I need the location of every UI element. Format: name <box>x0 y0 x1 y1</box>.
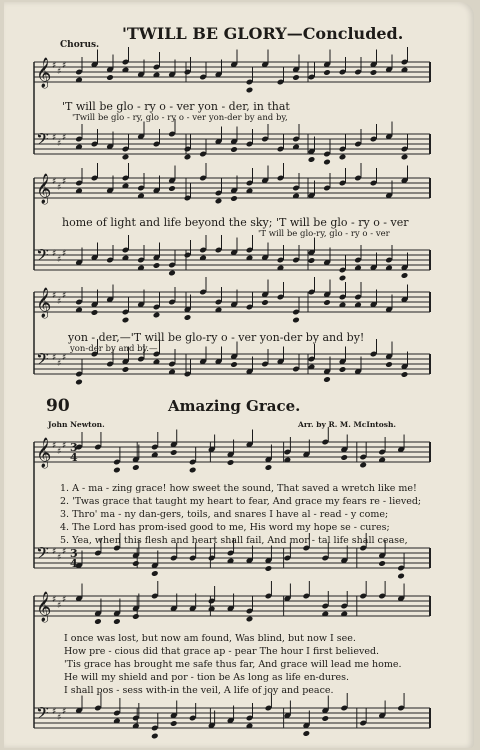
sharp-icon: ♯ <box>62 249 67 259</box>
treble-clef-icon: 𝄞 <box>36 438 52 468</box>
note-head <box>378 560 386 567</box>
note-head <box>292 317 300 324</box>
sharp-icon: ♯ <box>57 359 62 369</box>
verse-line: I shall pos - sess with-in the veil, A life of joy and peace. <box>64 685 334 696</box>
system2-lyric-bottom: 'T will be glo-ry, glo - ry o - ver <box>258 229 390 239</box>
sharp-icon: ♯ <box>52 441 57 451</box>
note-head <box>151 570 159 577</box>
sharp-icon: ♯ <box>62 133 67 143</box>
note-head <box>401 272 409 279</box>
staff-lines <box>34 62 430 728</box>
note-head <box>230 195 238 202</box>
note-head <box>122 366 130 373</box>
note-head <box>132 560 140 567</box>
note-head <box>261 299 269 306</box>
note-head <box>153 262 161 269</box>
author-credit: John Newton. <box>48 420 105 429</box>
note-head <box>75 379 83 386</box>
note-head <box>168 185 176 192</box>
note-head <box>321 715 329 722</box>
verse-line: 5. Yea, when this flesh and heart shall fail, And mor - tal life shall cease, <box>60 535 408 546</box>
verse-line: 2. 'Twas grace that taught my heart to fear, And grace my fears re - lieved; <box>60 496 422 507</box>
note-head <box>265 464 273 471</box>
sharp-icon: ♯ <box>57 67 62 77</box>
sharp-icon: ♯ <box>62 441 67 451</box>
note-head <box>401 371 409 378</box>
note-head <box>227 459 235 466</box>
verse-line: He will my shield and por - tion be As long as life en-dures. <box>64 672 350 683</box>
note-head <box>184 314 192 321</box>
sharp-icon: ♯ <box>57 713 62 723</box>
note-head <box>323 376 331 383</box>
verse-line: I once was lost, but now am found, Was blind, but now I see. <box>64 633 356 644</box>
sharp-icon: ♯ <box>62 547 67 557</box>
note-head <box>91 309 99 316</box>
note-head <box>303 730 311 737</box>
note-head <box>323 159 331 166</box>
note-head <box>401 154 409 161</box>
note-head <box>153 312 161 319</box>
time-signature-digit: 3 <box>70 547 78 560</box>
sharp-icon: ♯ <box>57 553 62 563</box>
note-head <box>168 270 176 277</box>
page-title: 'TWILL BE GLORY—Concluded. <box>122 24 404 43</box>
note-head <box>359 462 367 469</box>
arranger-credit: Arr. by R. M. McIntosh. <box>298 420 397 429</box>
note-head <box>292 74 300 81</box>
verse-line: 4. The Lord has prom-ised good to me, His word my hope se - cures; <box>60 522 390 533</box>
clefs <box>36 57 78 727</box>
bass-clef-icon: 𝄢 <box>36 245 49 269</box>
note-head <box>323 69 331 76</box>
note-head <box>122 317 130 324</box>
note-head <box>370 69 378 76</box>
verse-line: 3. Thro' ma - ny dan-gers, toils, and snares I have al - read - y come; <box>60 509 389 520</box>
sharp-icon: ♯ <box>52 133 57 143</box>
note-head <box>122 154 130 161</box>
note-head <box>170 720 178 727</box>
system2-lyric-top: home of light and life beyond the sky; 'T will be glo - ry o - ver <box>62 216 409 229</box>
sharp-icon: ♯ <box>62 353 67 363</box>
verse-line: How pre - cious did that grace ap - pear The hour I first believed. <box>64 646 380 657</box>
chorus-label: Chorus. <box>60 40 100 50</box>
sharp-icon: ♯ <box>52 61 57 71</box>
note-head <box>340 454 348 461</box>
note-head <box>189 467 197 474</box>
system1-lyric-top: 'T will be glo - ry o - ver yon - der, in that <box>62 100 290 113</box>
sharp-icon: ♯ <box>62 61 67 71</box>
system3-lyric-bottom: yon-der by and by.— <box>70 344 158 354</box>
sharp-icon: ♯ <box>57 447 62 457</box>
time-signature-digit: 4 <box>70 557 78 570</box>
sharp-icon: ♯ <box>52 707 57 717</box>
bass-clef-icon: 𝄢 <box>36 349 49 373</box>
sharp-icon: ♯ <box>52 353 57 363</box>
sharp-icon: ♯ <box>52 547 57 557</box>
note-head <box>132 464 140 471</box>
note-head <box>246 87 254 94</box>
note-head <box>308 257 316 264</box>
bass-clef-icon: 𝄢 <box>36 543 49 567</box>
sharp-icon: ♯ <box>57 139 62 149</box>
sharp-icon: ♯ <box>57 183 62 193</box>
sharp-icon: ♯ <box>62 291 67 301</box>
note-head <box>339 366 347 373</box>
sharp-icon: ♯ <box>62 595 67 605</box>
verse-line: 'Tis grace has brought me safe thus far, And grace will lead me home. <box>64 659 402 670</box>
note-head <box>230 146 238 153</box>
note-head <box>246 616 254 623</box>
note-head <box>170 449 178 456</box>
sharp-icon: ♯ <box>62 177 67 187</box>
treble-clef-icon: 𝄞 <box>36 58 52 88</box>
sharp-icon: ♯ <box>52 249 57 259</box>
note-head <box>106 74 114 81</box>
note-head <box>230 361 238 368</box>
note-head <box>94 618 102 625</box>
note-head <box>339 275 347 282</box>
sharp-icon: ♯ <box>57 601 62 611</box>
system1-lyric-bottom: 'Twill be glo - ry, glo - ry o - ver yon-der by and by, <box>72 113 288 123</box>
note-head <box>113 467 121 474</box>
bass-clef-icon: 𝄢 <box>36 129 49 153</box>
hymn-number: 90 <box>46 396 70 416</box>
treble-clef-icon: 𝄞 <box>36 592 52 622</box>
note-head <box>397 573 405 580</box>
note-head <box>132 613 140 620</box>
sharp-icon: ♯ <box>52 291 57 301</box>
note-head <box>151 733 159 740</box>
time-signature-digit: 4 <box>70 451 78 464</box>
note-head <box>323 299 331 306</box>
note-head <box>113 618 121 625</box>
sharp-icon: ♯ <box>57 297 62 307</box>
verse-line: 1. A - ma - zing grace! how sweet the sound, That saved a wretch like me! <box>60 483 417 494</box>
note-head <box>215 198 223 205</box>
sharp-icon: ♯ <box>62 707 67 717</box>
note-head <box>339 154 347 161</box>
sharp-icon: ♯ <box>57 255 62 265</box>
system3-lyric-top: yon - der,—'T will be glo-ry o - ver yon-der by and by! <box>68 331 365 344</box>
note-head <box>385 361 393 368</box>
hymn-title: Amazing Grace. <box>168 397 301 415</box>
sharp-icon: ♯ <box>52 177 57 187</box>
sharp-icon: ♯ <box>52 595 57 605</box>
time-signature-digit: 3 <box>70 441 78 454</box>
treble-clef-icon: 𝄞 <box>36 174 52 204</box>
note-head <box>184 154 192 161</box>
note-head <box>308 156 316 163</box>
treble-clef-icon: 𝄞 <box>36 288 52 318</box>
bass-clef-icon: 𝄢 <box>36 703 49 727</box>
note-head <box>265 565 273 572</box>
